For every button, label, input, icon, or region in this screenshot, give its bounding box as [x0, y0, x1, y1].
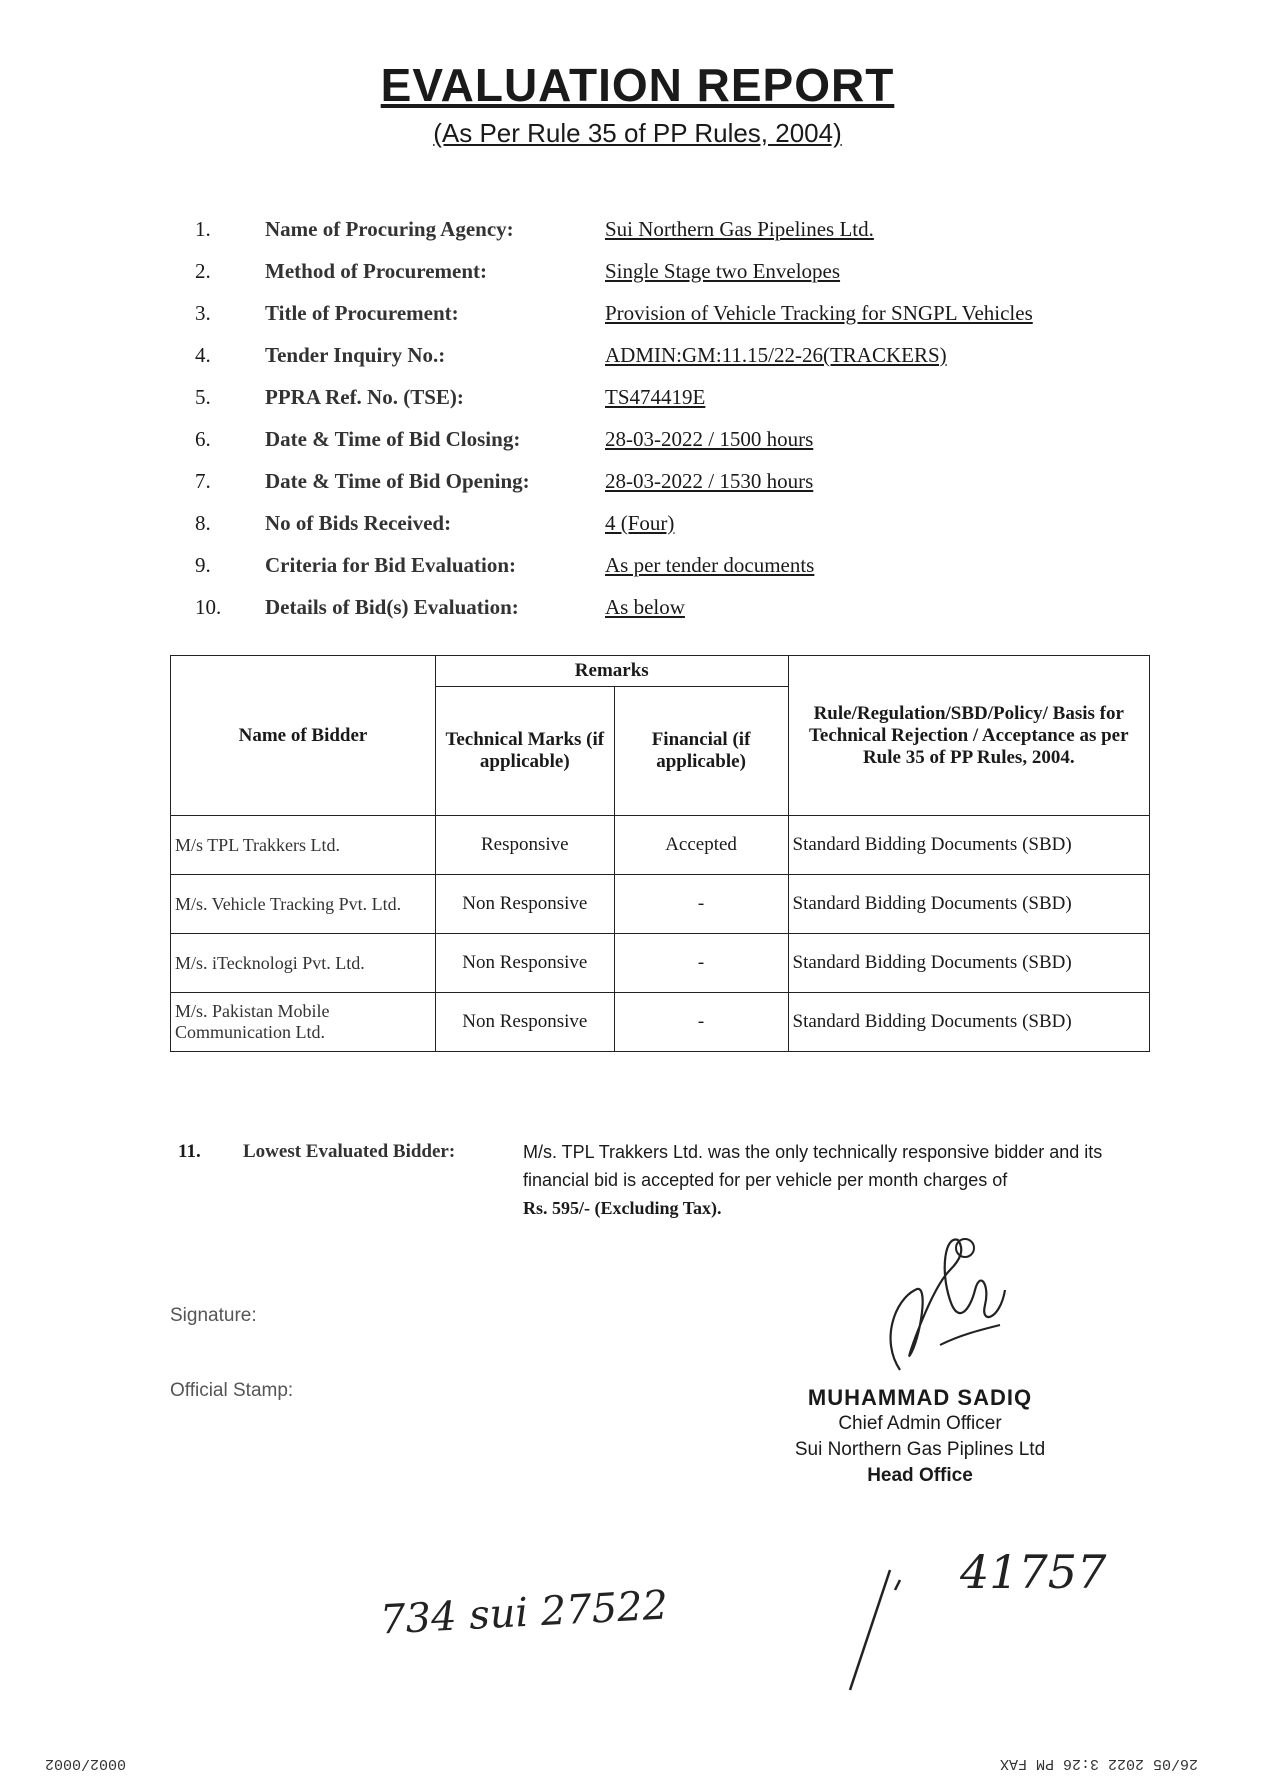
table-row: [171, 993, 1150, 1052]
info-num: 10.: [195, 594, 222, 619]
officer-block: [760, 1385, 1080, 1489]
technical-status: Responsive: [435, 816, 614, 875]
rule-basis: Standard Bidding Documents (SBD): [788, 875, 1149, 934]
table-row: [171, 875, 1150, 934]
info-num: 1.: [195, 216, 211, 241]
info-num: 2.: [195, 258, 211, 283]
table-row: [171, 816, 1150, 875]
header-bidder: Name of Bidder: [171, 656, 436, 816]
info-row: [195, 544, 1125, 586]
info-row: [195, 502, 1125, 544]
info-label: Date & Time of Bid Opening:: [265, 468, 530, 493]
header-financial: Financial (if applicable): [614, 687, 788, 816]
signature-label: Signature:: [170, 1305, 257, 1326]
info-list: [195, 208, 1125, 628]
technical-status: Non Responsive: [435, 993, 614, 1052]
officer-designation: Chief Admin Officer: [838, 1413, 1002, 1434]
info-value: As below: [605, 594, 685, 619]
info-num: 8.: [195, 510, 211, 535]
bidder-name: M/s. Vehicle Tracking Pvt. Ltd.: [171, 875, 436, 934]
financial-status: -: [614, 934, 788, 993]
info-num: 9.: [195, 552, 211, 577]
info-label: PPRA Ref. No. (TSE):: [265, 384, 464, 409]
handwritten-note: 734 sui 27522: [378, 1582, 670, 1644]
info-num: 4.: [195, 342, 211, 367]
financial-status: -: [614, 875, 788, 934]
lowest-num: 11.: [178, 1141, 201, 1162]
rule-basis: Standard Bidding Documents (SBD): [788, 993, 1149, 1052]
info-num: 5.: [195, 384, 211, 409]
info-label: Tender Inquiry No.:: [265, 342, 446, 367]
info-value: 28-03-2022 / 1500 hours: [605, 426, 814, 451]
bidder-name: M/s. iTecknologi Pvt. Ltd.: [171, 934, 436, 993]
info-num: 7.: [195, 468, 211, 493]
info-row: [195, 292, 1125, 334]
header-rule: Rule/Regulation/SBD/Policy/ Basis for Technical Rejection / Acceptance as per Rule 35 of PP Rules, 2004.: [788, 656, 1149, 816]
table-header-row: [171, 656, 1150, 687]
info-row: [195, 418, 1125, 460]
info-value: 28-03-2022 / 1530 hours: [605, 468, 814, 493]
info-value: TS474419E: [605, 384, 706, 409]
info-label: Name of Procuring Agency:: [265, 216, 514, 241]
info-value: As per tender documents: [605, 552, 815, 577]
financial-status: -: [614, 993, 788, 1052]
rule-basis: Standard Bidding Documents (SBD): [788, 934, 1149, 993]
lowest-label: Lowest Evaluated Bidder:: [243, 1141, 456, 1162]
info-value: ADMIN:GM:11.15/22-26(TRACKERS): [605, 342, 947, 367]
officer-office: Head Office: [867, 1465, 973, 1486]
info-value: Provision of Vehicle Tracking for SNGPL Vehicles: [605, 300, 1033, 325]
table-row: [171, 934, 1150, 993]
info-row: [195, 208, 1125, 250]
financial-status: Accepted: [614, 816, 788, 875]
info-value: Sui Northern Gas Pipelines Ltd.: [605, 216, 874, 241]
technical-status: Non Responsive: [435, 875, 614, 934]
info-row: [195, 376, 1125, 418]
header-technical: Technical Marks (if applicable): [435, 687, 614, 816]
fax-header-stamp: 26/05 2022 3:26 PM FAX: [1000, 1755, 1199, 1772]
info-num: 3.: [195, 300, 211, 325]
lowest-text: M/s. TPL Trakkers Ltd. was the only technically responsive bidder and its financial bid is accepted for per vehicle per month charges of: [523, 1142, 1103, 1190]
info-row: [195, 250, 1125, 292]
handwritten-slash: [830, 1560, 910, 1700]
info-label: Details of Bid(s) Evaluation:: [265, 594, 519, 619]
stamp-label: Official Stamp:: [170, 1380, 294, 1401]
info-label: Method of Procurement:: [265, 258, 487, 283]
report-title: EVALUATION REPORT: [380, 59, 895, 111]
signature-scribble: [840, 1230, 1020, 1380]
lowest-amount: Rs. 595/- (Excluding Tax).: [523, 1198, 722, 1218]
info-label: Criteria for Bid Evaluation:: [265, 552, 517, 577]
info-value: 4 (Four): [605, 510, 675, 535]
technical-status: Non Responsive: [435, 934, 614, 993]
info-row: [195, 586, 1125, 628]
info-label: Date & Time of Bid Closing:: [265, 426, 521, 451]
rule-basis: Standard Bidding Documents (SBD): [788, 816, 1149, 875]
bidder-name: M/s TPL Trakkers Ltd.: [171, 816, 436, 875]
report-subtitle: (As Per Rule 35 of PP Rules, 2004): [433, 118, 842, 148]
officer-company: Sui Northern Gas Piplines Ltd: [794, 1439, 1046, 1460]
lowest-text-block: [523, 1138, 1173, 1222]
officer-name: MUHAMMAD SADIQ: [807, 1385, 1033, 1410]
fax-page-number: 0002/0002: [45, 1755, 127, 1772]
bidder-name: M/s. Pakistan Mobile Communication Ltd.: [171, 993, 436, 1052]
info-num: 6.: [195, 426, 211, 451]
bid-evaluation-table: [170, 655, 1150, 1052]
info-value: Single Stage two Envelopes: [605, 258, 841, 283]
info-label: Title of Procurement:: [265, 300, 459, 325]
handwritten-number: 41757: [960, 1545, 1107, 1599]
info-row: [195, 460, 1125, 502]
info-row: [195, 334, 1125, 376]
info-label: No of Bids Received:: [265, 510, 452, 535]
header-remarks: Remarks: [435, 656, 788, 687]
